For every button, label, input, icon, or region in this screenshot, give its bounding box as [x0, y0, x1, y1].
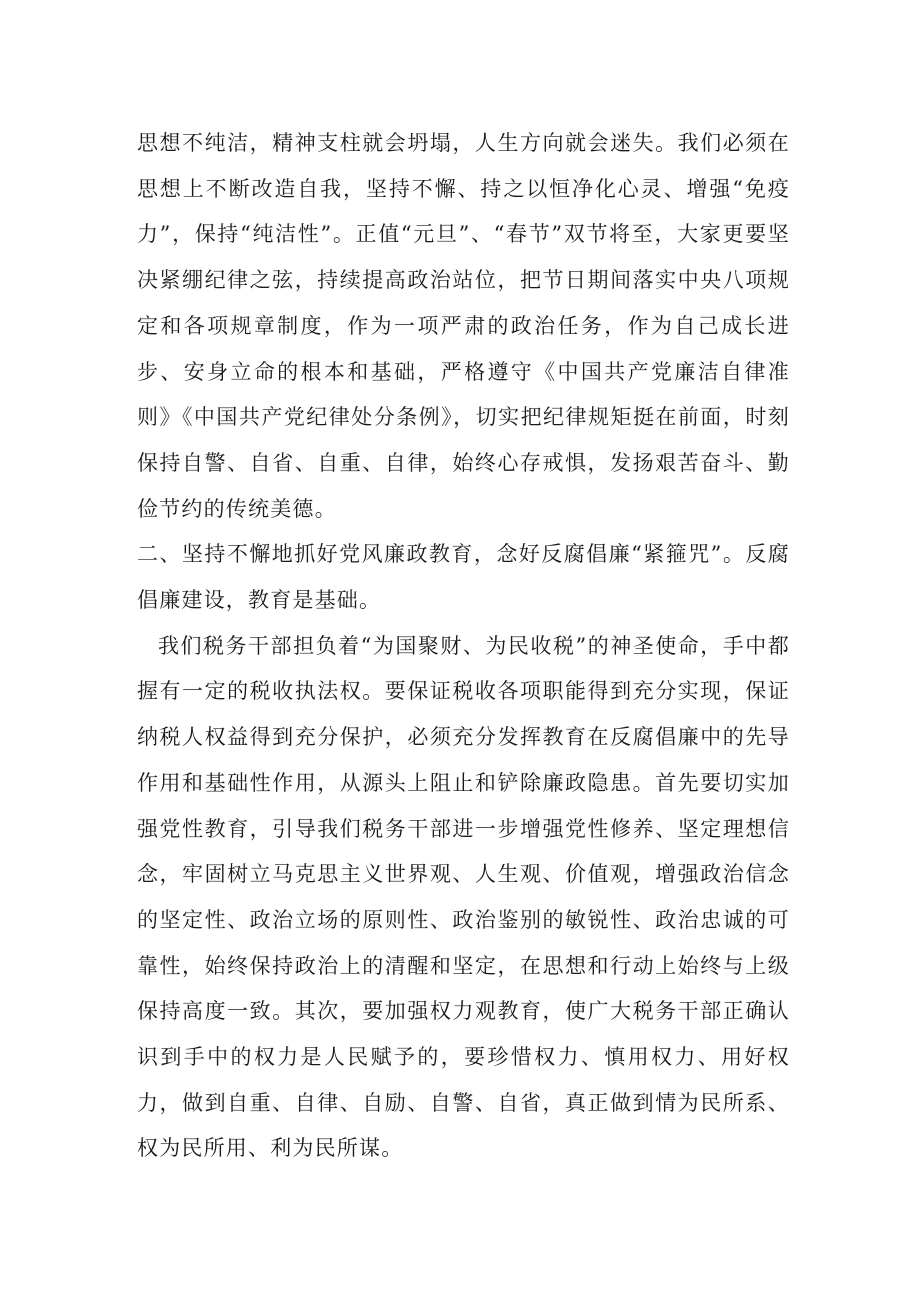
paragraph-continuation: 思想不纯洁，精神支柱就会坍塌，人生方向就会迷失。我们必须在思想上不断改造自我，坚持不懈、持之以恒净化心灵、增强“免疫力”，保持“纯洁性”。正值“元旦”、“春节”双节将至，大家更要坚决紧绷纪律之弦，持续提高政治站位，把节日期间落实中央八项规定和各项规章制度，作为一项严肃的政治任务，作为自己成长进步、安身立命的根本和基础，严格遵守《中国共产党廉洁自律准则》《中国共产党纪律处分条例》，切实把纪律规矩挺在前面，时刻保持自警、自省、自重、自律，始终心存戒惧，发扬艰苦奋斗、勤俭节约的传统美德。 [137, 131, 790, 521]
document-body [137, 121, 790, 1172]
section-heading-two: 二、坚持不懈地抓好党风廉政教育，念好反腐倡廉“紧箍咒”。反腐倡廉建设，教育是基础。 [137, 542, 790, 613]
paragraph-tax-cadres: 我们税务干部担负着“为国聚财、为民收税”的神圣使命，手中都握有一定的税收执法权。要保证税收各项职能得到充分实现，保证纳税人权益得到充分保护，必须充分发挥教育在反腐倡廉中的先导作用和基础性作用，从源头上阻止和铲除廉政隐患。首先要切实加强党性教育，引导我们税务干部进一步增强党性修养、坚定理想信念，牢固树立马克思主义世界观、人生观、价值观，增强政治信念的坚定性、政治立场的原则性、政治鉴别的敏锐性、政治忠诚的可靠性，始终保持政治上的清醒和坚定，在思想和行动上始终与上级保持高度一致。其次，要加强权力观教育，使广大税务干部正确认识到手中的权力是人民赋予的，要珍惜权力、慎用权力、用好权力，做到自重、自律、自励、自警、自省，真正做到情为民所系、权为民所用、利为民所谋。 [137, 633, 790, 1161]
